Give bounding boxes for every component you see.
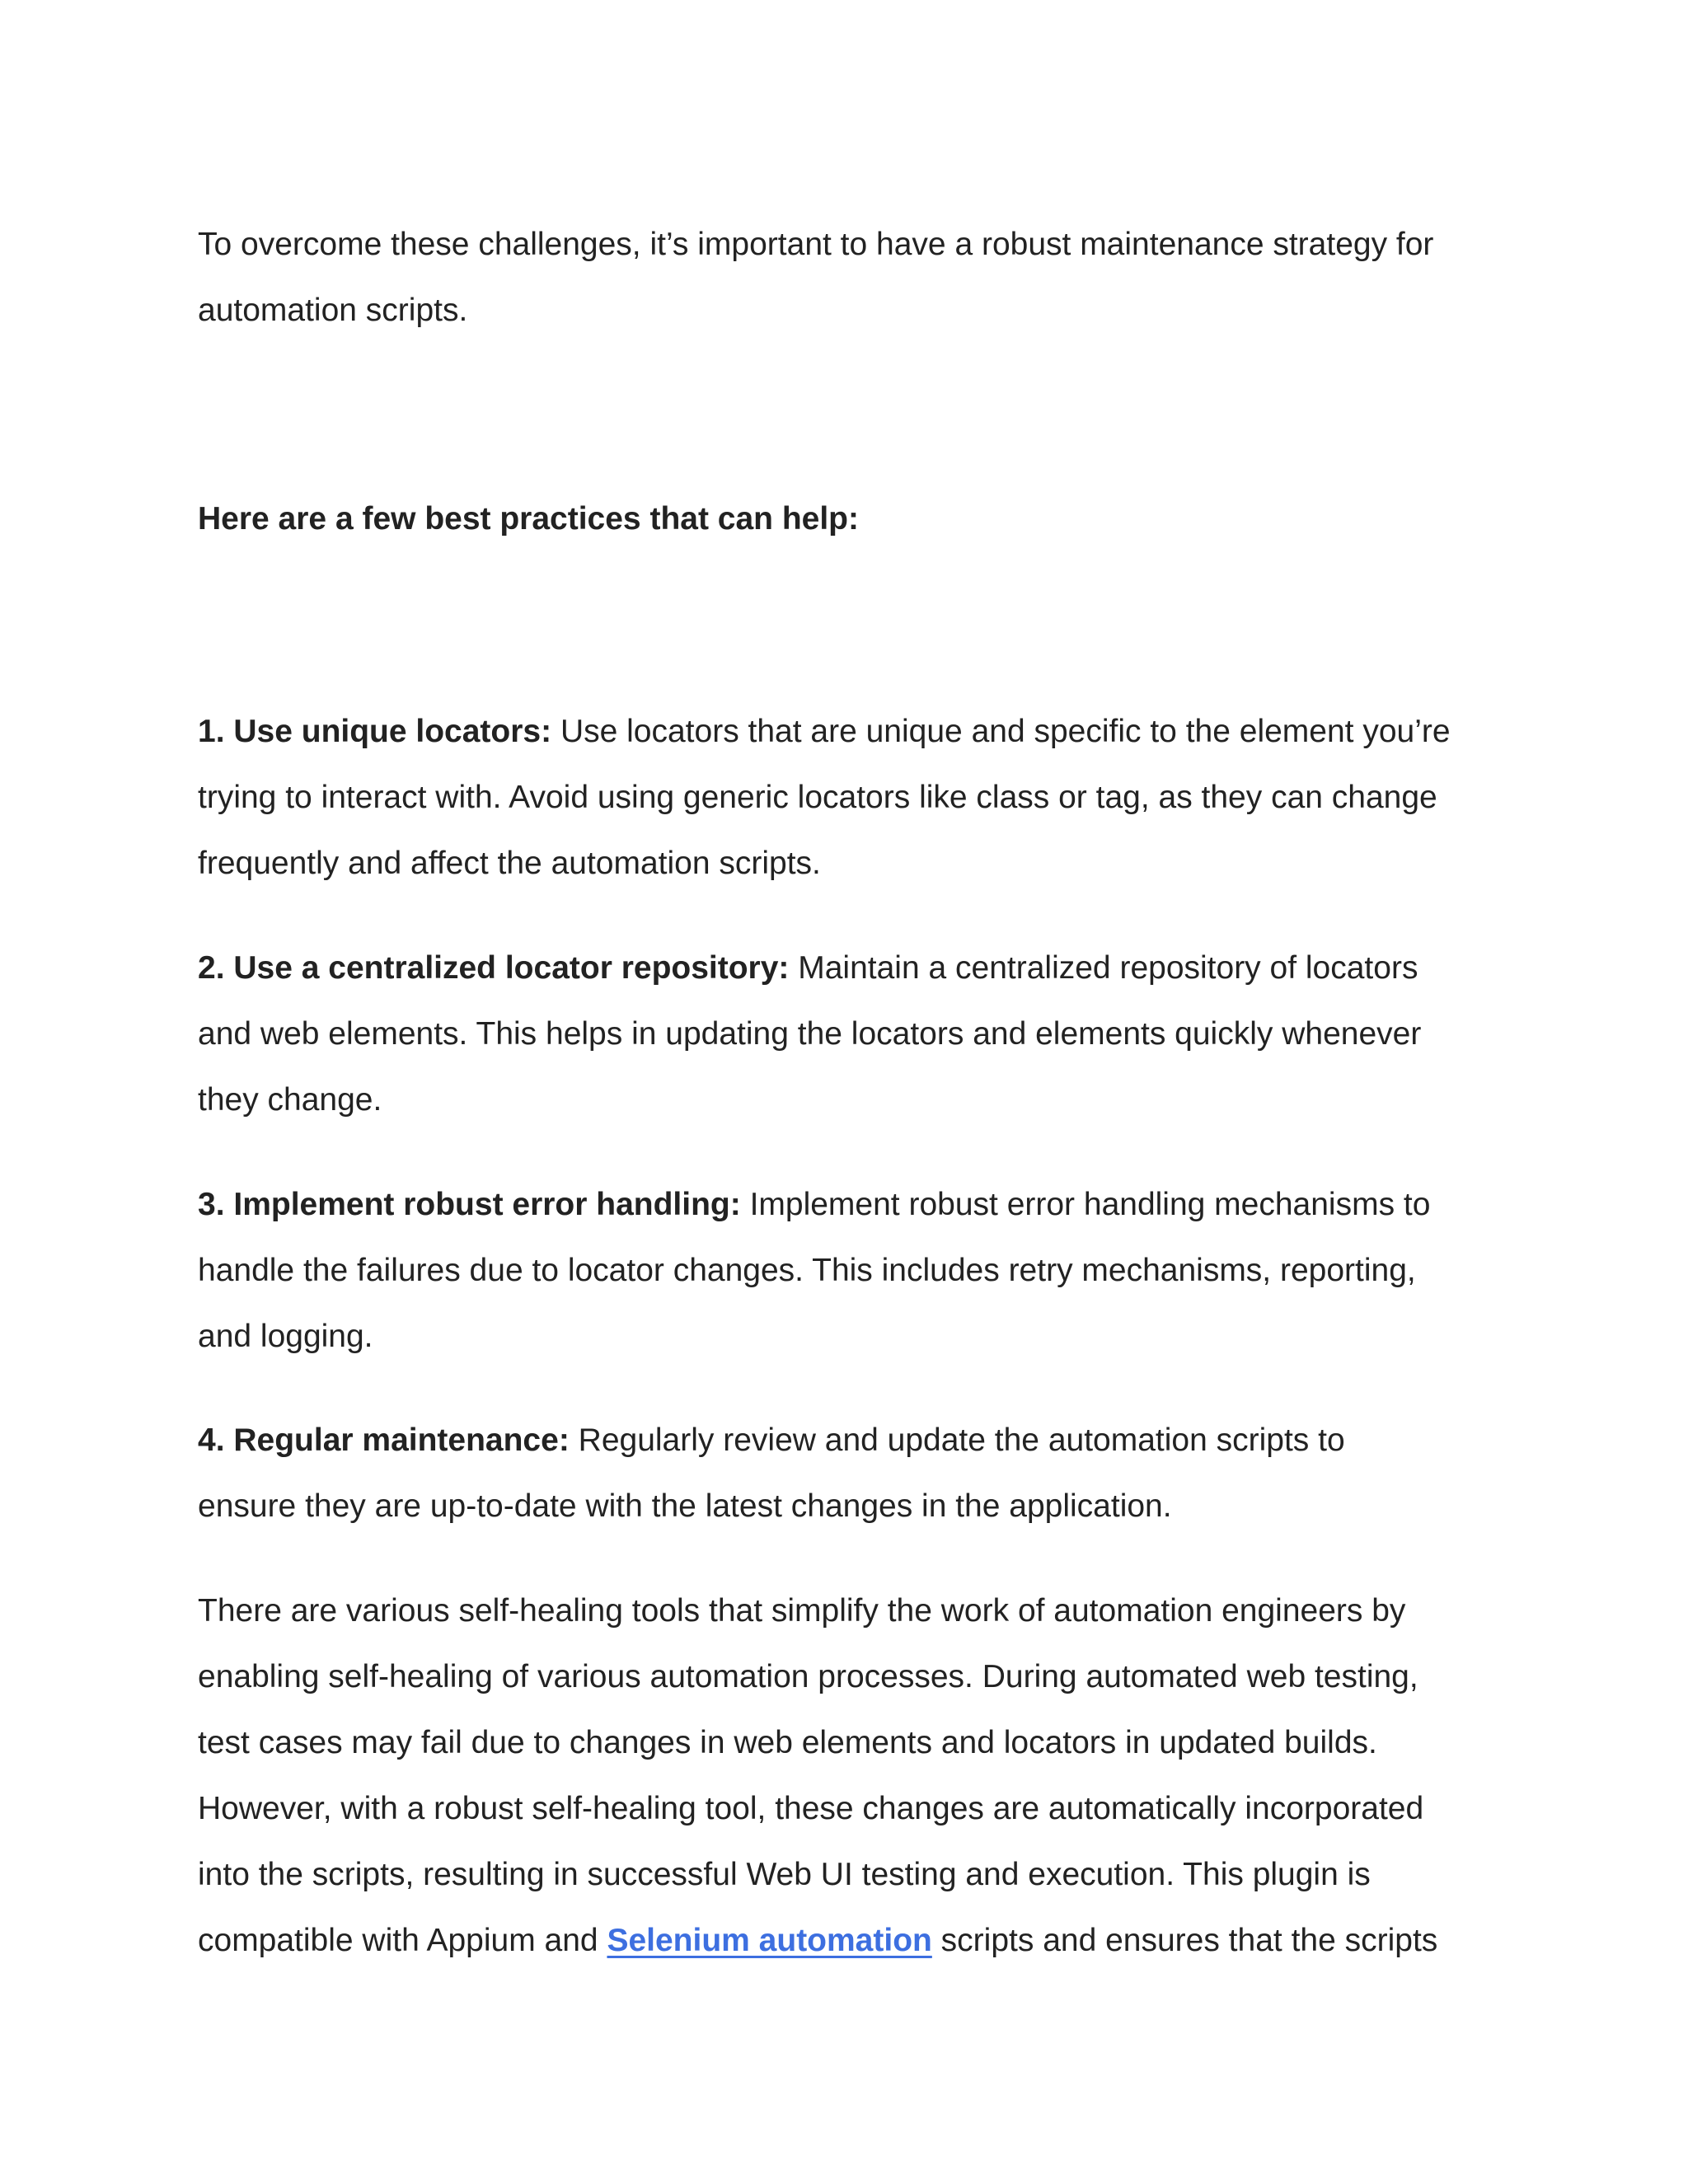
list-item-text: Use locators that are unique and specific to the element you’re (551, 714, 1451, 749)
list-item (198, 699, 1517, 897)
list-item-text: frequently and affect the automation scripts. (198, 846, 821, 881)
section-heading: Here are a few best practices that can help: (198, 501, 859, 537)
intro-paragraph (198, 212, 1517, 344)
list-item-text: Regularly review and update the automation scripts to (569, 1422, 1345, 1458)
list-item-text: Maintain a centralized repository of locators (789, 950, 1418, 986)
tools-line: However, with a robust self-healing tool, these changes are automatically incorporated (198, 1791, 1424, 1826)
list-item-text: handle the failures due to locator changes. This includes retry mechanisms, reporting, (198, 1253, 1416, 1288)
list-item (198, 935, 1517, 1133)
list-item-text: Implement robust error handling mechanisms to (740, 1187, 1431, 1222)
list-item-title: 3. Implement robust error handling: (198, 1187, 741, 1222)
tools-line: scripts and ensures that the scripts (931, 1923, 1438, 1958)
list-item-title: 1. Use unique locators: (198, 714, 552, 749)
tools-line: compatible with Appium and (198, 1923, 607, 1958)
tools-line: There are various self-healing tools that simplify the work of automation engineers by (198, 1593, 1406, 1629)
list-item-text: and logging. (198, 1319, 373, 1354)
selenium-automation-link[interactable]: Selenium automation (607, 1923, 932, 1958)
intro-line-2: automation scripts. (198, 293, 468, 328)
tools-line: enabling self-healing of various automation processes. During automated web testing, (198, 1659, 1418, 1694)
list-item (198, 1408, 1517, 1540)
list-item-text: ensure they are up-to-date with the latest changes in the application. (198, 1488, 1172, 1524)
intro-line-1: To overcome these challenges, it’s important to have a robust maintenance strategy for (198, 227, 1434, 262)
list-item (198, 1172, 1517, 1370)
tools-paragraph (198, 1578, 1517, 1974)
tools-line: test cases may fail due to changes in web elements and locators in updated builds. (198, 1725, 1377, 1760)
list-item-text: trying to interact with. Avoid using generic locators like class or tag, as they can change (198, 780, 1437, 815)
list-item-text: and web elements. This helps in updating the locators and elements quickly whenever (198, 1016, 1422, 1052)
list-item-title: 4. Regular maintenance: (198, 1422, 570, 1458)
tools-line: into the scripts, resulting in successful Web UI testing and execution. This plugin is (198, 1857, 1371, 1892)
list-item-title: 2. Use a centralized locator repository: (198, 950, 790, 986)
list-item-text: they change. (198, 1082, 382, 1118)
